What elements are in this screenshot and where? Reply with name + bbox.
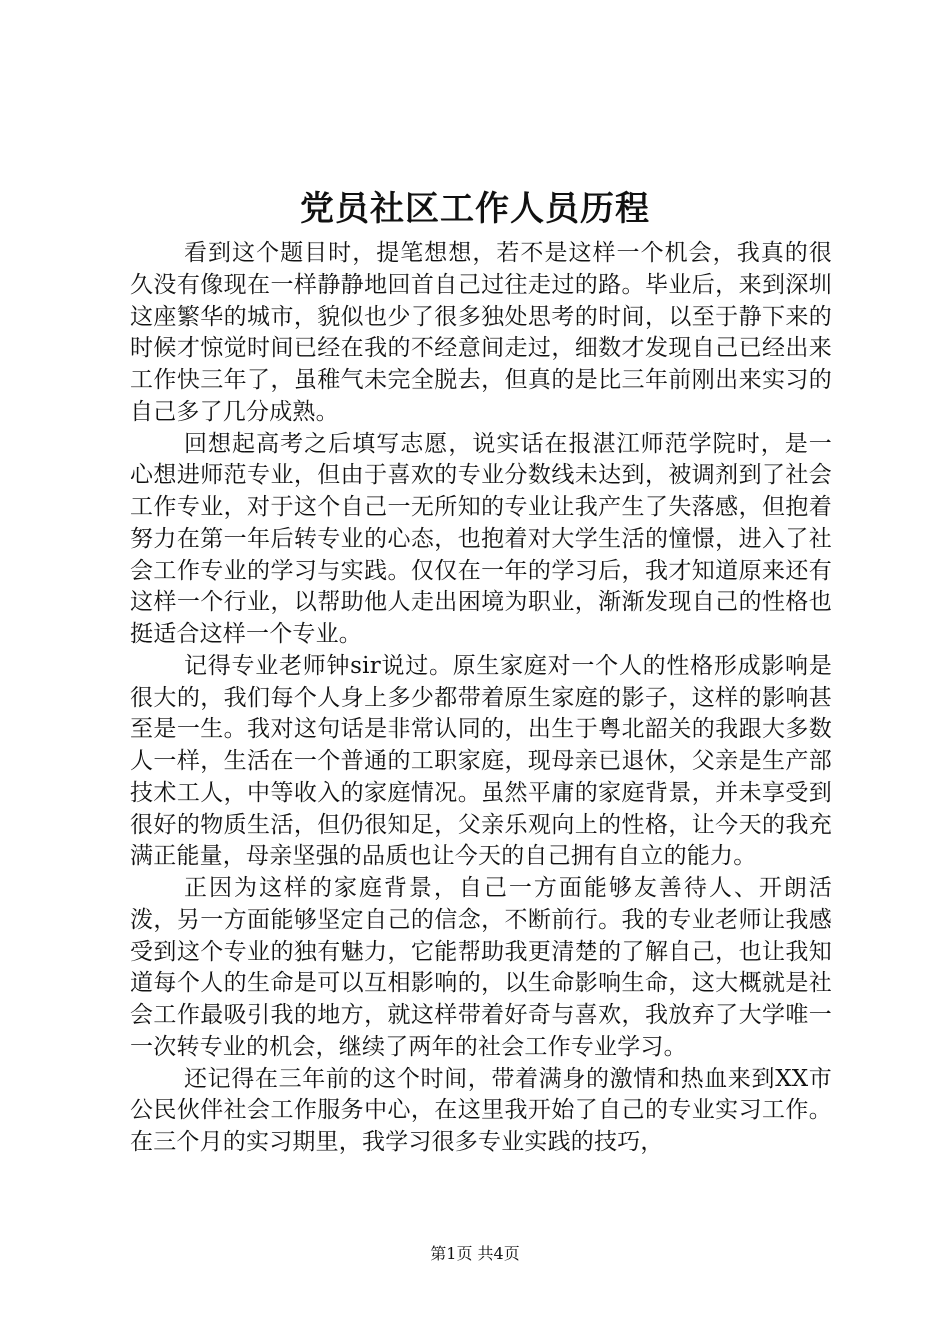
paragraph-3: 记得专业老师钟sir说过。原生家庭对一个人的性格形成影响是很大的，我们每个人身上多少都带着原生家庭的影子，这样的影响甚至是一生。我对这句话是非常认同的，出生于粤北韶关的我跟大多数人一样，生活在一个普通的工职家庭，现母亲已退休，父亲是生产部技术工人，中等收入的家庭情况。虽然平庸的家庭背景，并未享受到很好的物质生活，但仍很知足，父亲乐观向上的性格，让今天的我充满正能量，母亲坚强的品质也让今天的自己拥有自立的能力。: [130, 652, 832, 870]
paragraph-4: 正因为这样的家庭背景，自己一方面能够友善待人、开朗活泼，另一方面能够坚定自己的信念，不断前行。我的专业老师让我感受到这个专业的独有魅力，它能帮助我更清楚的了解自己，也让我知道每个人的生命是可以互相影响的，以生命影响生命，这大概就是社会工作最吸引我的地方，就这样带着好奇与喜欢，我放弃了大学唯一一次转专业的机会，继续了两年的社会工作专业学习。: [130, 875, 832, 1060]
paragraph-5: 还记得在三年前的这个时间，带着满身的激情和热血来到XX市公民伙伴社会工作服务中心，在这里我开始了自己的专业实习工作。在三个月的实习期里，我学习很多专业实践的技巧，: [130, 1065, 832, 1155]
document-title: 党员社区工作人员历程: [300, 189, 650, 229]
document-body: [130, 238, 832, 1159]
paragraph-1: 看到这个题目时，提笔想想，若不是这样一个机会，我真的很久没有像现在一样静静地回首自己过往走过的路。毕业后，来到深圳这座繁华的城市，貌似也少了很多独处思考的时间，以至于静下来的时候才惊觉时间已经在我的不经意间走过，细数才发现自己已经出来工作快三年了，虽稚气未完全脱去，但真的是比三年前刚出来实习的自己多了几分成熟。: [130, 240, 832, 425]
paragraph-2: 回想起高考之后填写志愿，说实话在报湛江师范学院时，是一心想进师范专业，但由于喜欢的专业分数线未达到，被调剂到了社会工作专业，对于这个自己一无所知的专业让我产生了失落感，但抱着努力在第一年后转专业的心态，也抱着对大学生活的憧憬，进入了社会工作专业的学习与实践。仅仅在一年的学习后，我才知道原来还有这样一个行业，以帮助他人走出困境为职业，渐渐发现自己的性格也挺适合这样一个专业。: [130, 430, 832, 647]
page-number-footer: 第1页 共4页: [430, 1244, 520, 1263]
